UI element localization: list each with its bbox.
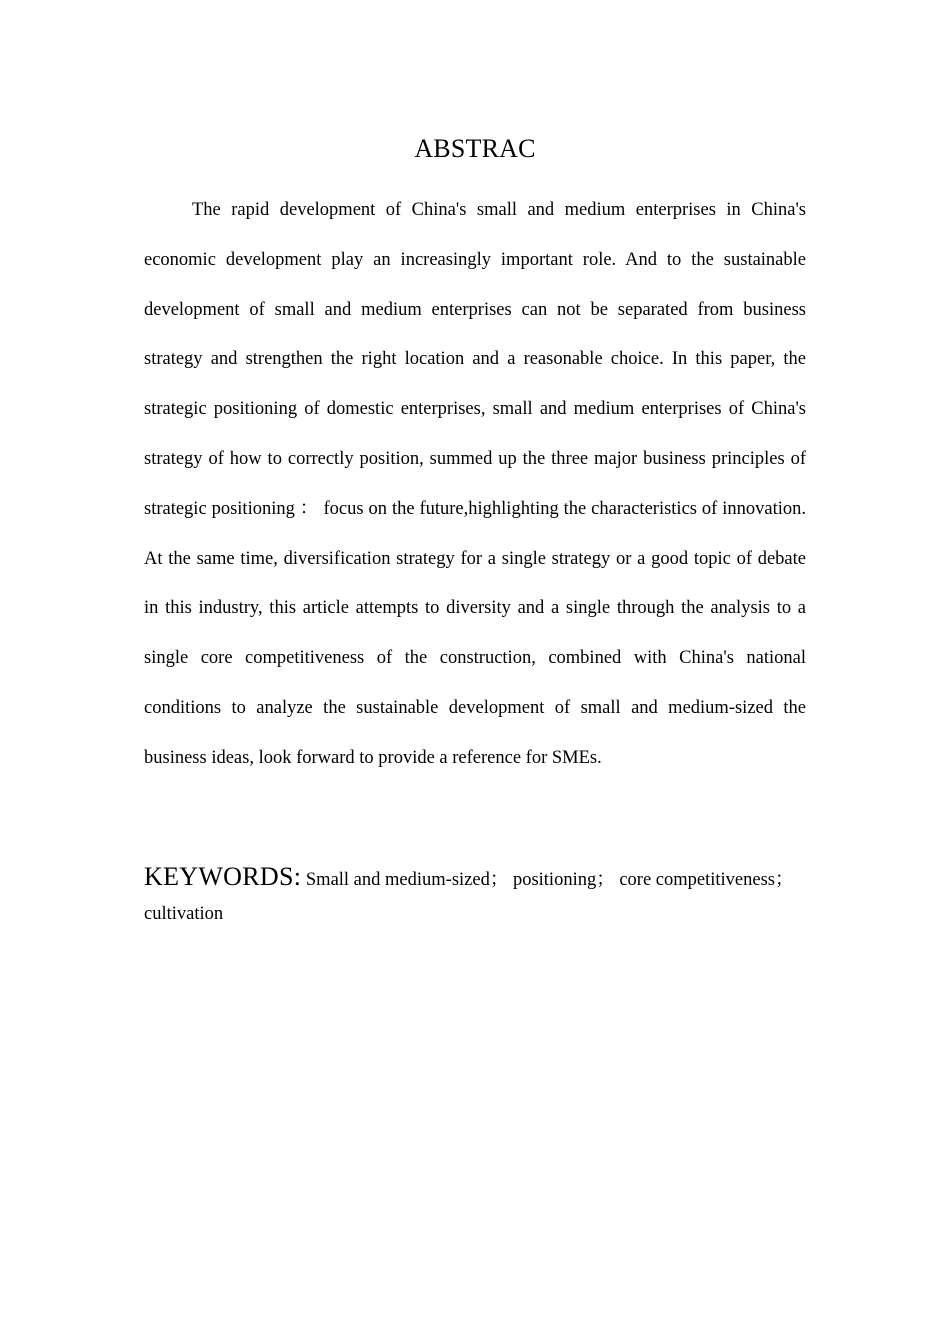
keywords-label: KEYWORDS: <box>144 862 302 891</box>
keywords-line <box>144 860 806 931</box>
abstract-paragraph: The rapid development of China's small and medium enterprises in China's economic development play an increasingly important role. And to the sustainable development of small and medium enterprises can not be separated from business strategy and strengthen the right location and a reasonable choice. In this paper, the strategic positioning of domestic enterprises, small and medium enterprises of China's strategy of how to correctly position, summed up the three major business principles of strategic positioning ： focus on the future,highlighting the characteristics of innovation. At the same time, diversification strategy for a single strategy or a good topic of debate in this industry, this article attempts to diversity and a single through the analysis to a single core competitiveness of the construction, combined with China's national conditions to analyze the sustainable development of small and medium-sized the business ideas, look forward to provide a reference for SMEs. <box>144 200 806 768</box>
abstract-title: ABSTRAC <box>414 134 536 163</box>
keywords-list: Small and medium-sized； positioning； core competitiveness；cultivation <box>144 870 794 924</box>
